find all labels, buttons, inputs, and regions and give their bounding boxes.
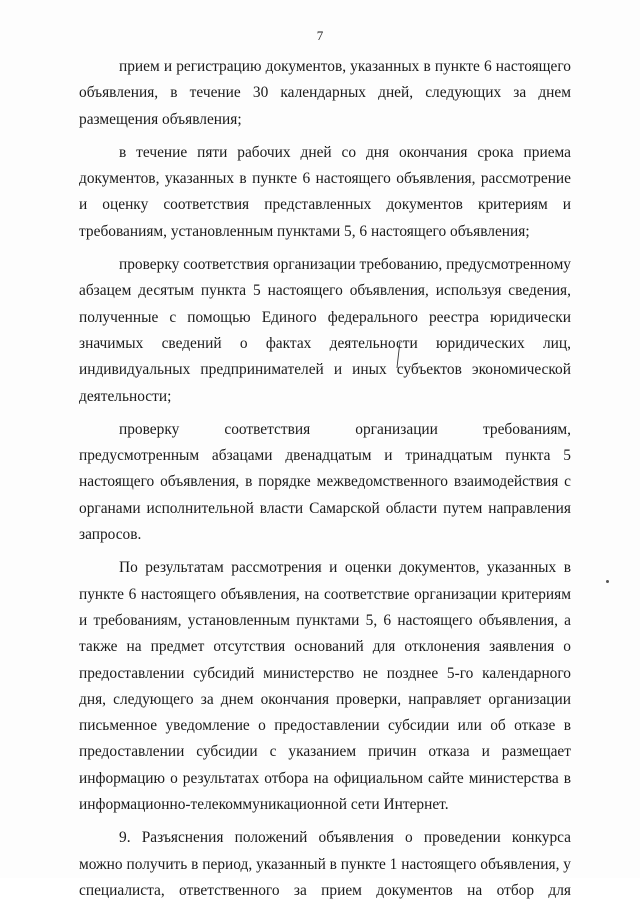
page-number: 7 — [316, 28, 324, 43]
paragraph-interagency-check: проверку соответствия организации требованиям, предусмотренным абзацами двенадцатым и тринадцатым пункта 5 настоящего объявления, в порядке межведомственного взаимодействия с органами исполнительной власти Самарской области путем направления запросов. — [79, 420, 571, 544]
paragraph-document-intake: прием и регистрацию документов, указанных в пункте 6 настоящего объявления, в течение 30 календарных дней, следующих за днем размещения объявления; — [79, 58, 571, 128]
paragraph-registry-check: проверку соответствия организации требованию, предусмотренному абзацем десятым пункта 5 настоящего объявления, используя сведения, полученные с помощью Единого федерального реестра юридически значимых сведений о фактах деятельности юридических лиц, индивидуальных предпринимателей и иных субъектов экономической деятельности; — [79, 256, 571, 405]
scan-dot-mark — [606, 580, 609, 583]
pen-stroke-mark — [396, 340, 402, 370]
document-body — [79, 54, 571, 904]
paragraph-clarifications: 9. Разъяснения положений объявления о проведении конкурса можно получить в период, указанный в пункте 1 настоящего объявления, у специалиста, ответственного за прием документов на отбор для — [79, 829, 571, 899]
paragraph-review-results: По результатам рассмотрения и оценки документов, указанных в пункте 6 настоящего объявления, на соответствие организации критериям и требованиям, установленным пунктами 5, 6 настоящего объявления, а также на предмет отсутствия оснований для отклонения заявления о предоставлении субсидий министерство не позднее 5-го календарного дня, следующего за днем окончания проверки, направляет организации письменное уведомление о предоставлении субсидии или об отказе в предоставлении субсидии с указанием причин отказа и размещает информацию о результатах отбора на официальном сайте министерства в информационно-телекоммуникационной сети Интернет. — [79, 559, 571, 814]
paragraph-document-review: в течение пяти рабочих дней со дня окончания срока приема документов, указанных в пункте 6 настоящего объявления, рассмотрение и оценку соответствия представленных документов критериям и требованиям, установленным пунктами 5, 6 настоящего объявления; — [79, 143, 571, 240]
